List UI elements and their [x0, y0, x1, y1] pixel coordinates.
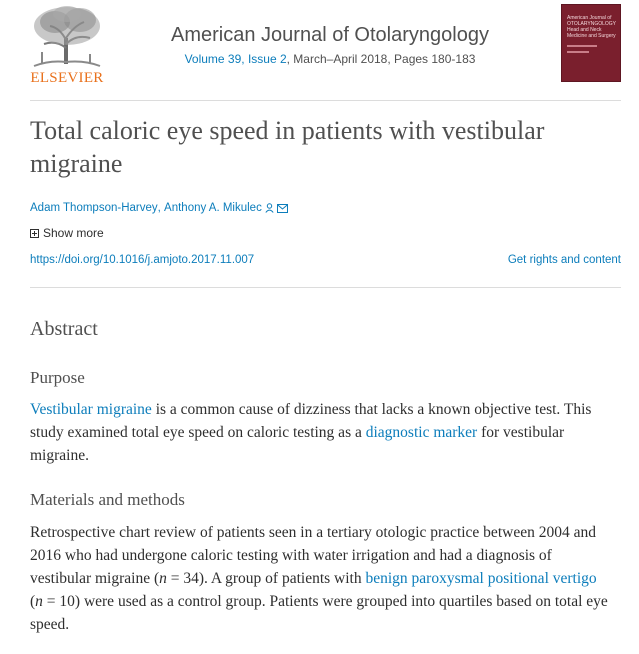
methods-heading: Materials and methods: [30, 490, 185, 509]
author-separator: ,: [157, 202, 161, 214]
author-link[interactable]: Adam Thompson-Harvey: [30, 202, 158, 214]
purpose-text: for vestibular migraine.: [30, 424, 565, 464]
abstract-heading: Abstract: [30, 318, 98, 340]
methods-text: = 10) were used as a control group. Patients were grouped into quartiles based on total eye speed.: [30, 593, 608, 633]
issue-dates: , March–April 2018, Pages 180-183: [286, 52, 476, 66]
plus-box-icon: [30, 229, 39, 238]
journal-title-link[interactable]: American Journal of Otolaryngology: [171, 24, 489, 46]
n-symbol: n: [35, 593, 43, 610]
methods-text: Retrospective chart review of patients seen in a tertiary otologic practice between 2004 and 2016 who had undergone caloric testing with water irrigation and had a diagnosis of vestibular migraine (: [30, 524, 596, 587]
divider: [30, 287, 621, 288]
elsevier-tree-logo: [30, 4, 104, 68]
doi-link[interactable]: https://doi.org/10.1016/j.amjoto.2017.11.007: [30, 254, 255, 266]
publisher-logo[interactable]: [30, 4, 104, 88]
journal-cover-image[interactable]: [561, 4, 621, 82]
volume-issue-link[interactable]: Volume 39, Issue 2: [184, 52, 287, 66]
purpose-heading: Purpose: [30, 368, 85, 387]
show-more-toggle[interactable]: [30, 226, 104, 240]
purpose-paragraph: [30, 398, 610, 467]
cover-title-text: American Journal of OTOLARYNGOLOGY Head and Neck Medicine and Surgery: [567, 15, 616, 39]
divider: [30, 100, 621, 101]
author-link[interactable]: Anthony A. Mikulec: [164, 202, 262, 214]
vestibular-migraine-link[interactable]: Vestibular migraine: [30, 401, 152, 418]
methods-text: (: [30, 593, 36, 610]
person-icon[interactable]: [265, 203, 274, 213]
show-more-label: Show more: [43, 226, 104, 240]
diagnostic-marker-link[interactable]: diagnostic marker: [365, 424, 478, 441]
n-symbol: n: [159, 570, 167, 587]
author-list: [30, 202, 288, 214]
bppv-link[interactable]: benign paroxysmal positional vertigo: [365, 570, 597, 587]
publisher-name: ELSEVIER: [30, 70, 104, 86]
methods-text: = 34). A group of patients with: [166, 570, 366, 587]
rights-and-content-link[interactable]: Get rights and content: [507, 254, 621, 266]
journal-header: [150, 22, 510, 67]
methods-paragraph: [30, 521, 610, 636]
cover-decoration: [567, 45, 597, 47]
mail-icon[interactable]: [277, 204, 288, 213]
journal-issue-info: [150, 51, 510, 67]
article-title: Total caloric eye speed in patients with vestibular migraine: [30, 116, 545, 178]
purpose-text: is a common cause of dizziness that lacks a known objective test. This study examined total eye speed on caloric testing as a: [30, 401, 592, 441]
cover-decoration: [567, 51, 589, 53]
